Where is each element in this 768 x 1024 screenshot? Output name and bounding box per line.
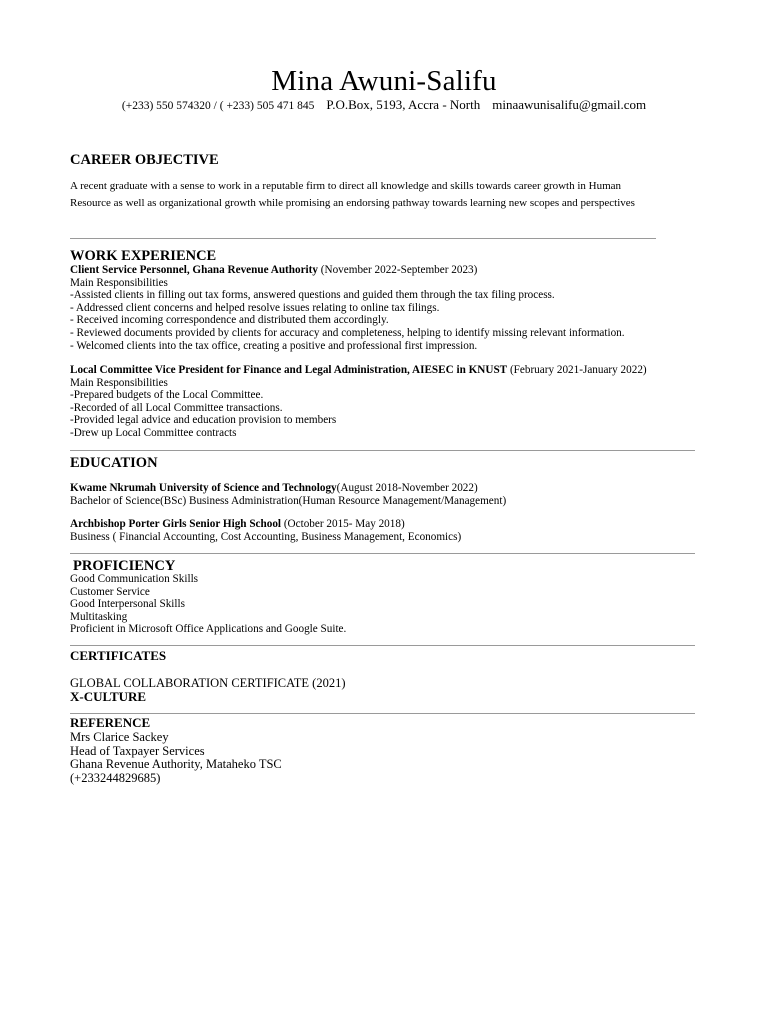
job-title: Client Service Personnel, Ghana Revenue Authority [70,264,318,276]
job-duty: - Received incoming correspondence and distributed them accordingly. [70,314,389,327]
school-dates: (August 2018-November 2022) [336,482,478,494]
proficiency-item: Proficient in Microsoft Office Applications and Google Suite. [70,623,347,636]
certificates-heading: CERTIFICATES [70,648,167,663]
candidate-name: Mina Awuni-Salifu [271,65,497,97]
job-title-line [70,264,625,277]
postal-address: P.O.Box, 5193, Accra - North [326,97,481,112]
education-heading: EDUCATION [70,455,158,471]
section-divider [70,713,695,714]
section-divider [70,645,695,646]
job-duty: -Drew up Local Committee contracts [70,426,237,439]
contact-line [0,96,768,115]
work-experience-heading: WORK EXPERIENCE [70,248,217,264]
job-duty: -Provided legal advice and education provision to members [70,414,337,427]
job-duty: -Prepared budgets of the Local Committee. [70,389,264,402]
job-subheading: Main Responsibilities [70,276,168,289]
degree-detail: Bachelor of Science(BSc) Business Administration(Human Resource Management/Management) [70,494,507,507]
section-divider [70,553,695,554]
school-dates: (October 2015- May 2018) [283,518,405,530]
job-entry [70,264,625,352]
job-subheading: Main Responsibilities [70,376,168,389]
job-entry [70,364,647,440]
reference-details [70,731,282,785]
job-dates: (November 2022-September 2023) [320,264,478,276]
job-title-line [70,364,647,377]
section-divider [70,238,656,239]
reference-phone: (+233244829685) [70,770,161,785]
proficiency-heading: PROFICIENCY [73,558,176,574]
school-line [70,482,506,495]
proficiency-item: Customer Service [70,585,150,598]
reference-position: Head of Taxpayer Services [70,743,205,758]
job-duty: -Recorded of all Local Committee transactions. [70,401,283,414]
job-duty: -Assisted clients in filling out tax forms, answered questions and guided them through the tax filing process. [70,289,555,302]
job-duty: - Reviewed documents provided by clients for accuracy and completeness, helping to identify missing relevant information. [70,326,625,339]
proficiency-list [70,573,346,636]
job-dates: (February 2021-January 2022) [509,364,647,376]
section-divider [70,450,695,451]
job-duty: - Addressed client concerns and helped resolve issues relating to online tax filings. [70,301,440,314]
school-line [70,518,461,531]
job-title: Local Committee Vice President for Finance and Legal Administration, AIESEC in KNUST [70,364,508,376]
reference-organization: Ghana Revenue Authority, Mataheko TSC [70,757,282,771]
career-objective-text: A recent graduate with a sense to work in a reputable firm to direct all knowledge and skills towards career growth in Human Resource as well as organizational growth while promising an endorsing pathway towards learning new scopes and perspectives [70,180,635,209]
job-duty: - Welcomed clients into the tax office, creating a positive and professional first impression. [70,339,478,352]
proficiency-item: Multitasking [70,610,128,623]
proficiency-item: Good Communication Skills [70,573,199,585]
proficiency-item: Good Interpersonal Skills [70,598,185,611]
education-entry [70,518,461,543]
reference-name: Mrs Clarice Sackey [70,730,169,744]
degree-detail: Business ( Financial Accounting, Cost Accounting, Business Management, Economics) [70,530,462,543]
school-name: Archbishop Porter Girls Senior High School [70,518,282,530]
certificate-name: GLOBAL COLLABORATION CERTIFICATE (2021) [70,676,346,690]
email-address: minaawunisalifu@gmail.com [492,97,647,112]
education-entry [70,482,506,507]
career-objective-heading: CAREER OBJECTIVE [70,152,219,168]
reference-heading: REFERENCE [70,715,151,730]
phone-numbers: (+233) 550 574320 / ( +233) 505 471 845 [121,100,315,112]
certificate-issuer: X-CULTURE [70,689,147,704]
school-name: Kwame Nkrumah University of Science and Technology [70,482,337,494]
